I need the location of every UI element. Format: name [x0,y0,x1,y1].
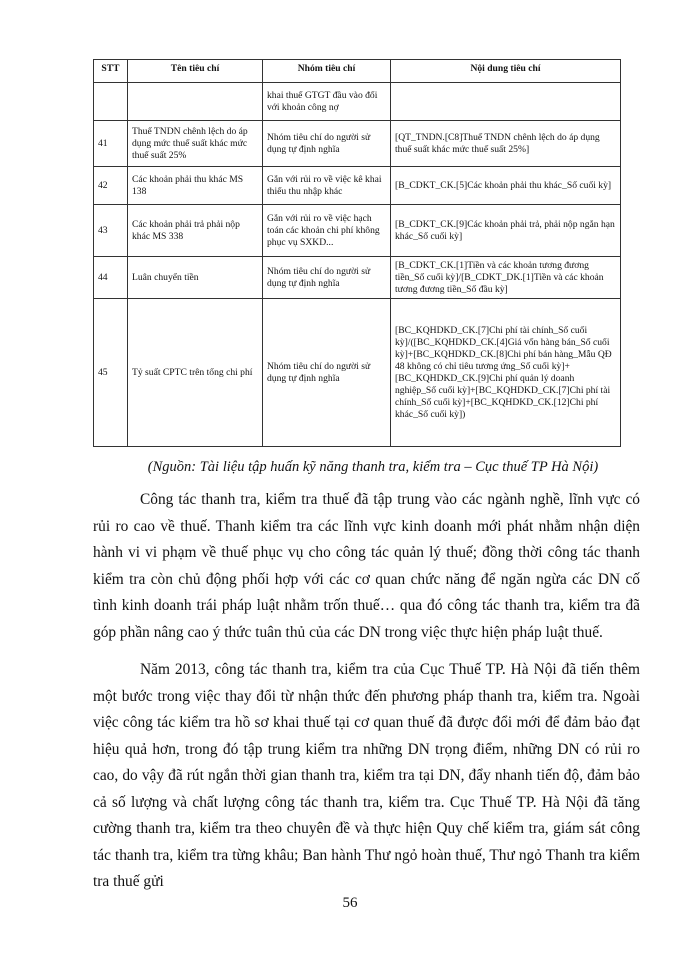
row-group: Gắn với rủi ro về việc hạch toán các khoản chi phí không phục vụ SXKD... [263,205,391,257]
row-name: Thuế TNDN chênh lệch do áp dụng mức thuế suất khác mức thuế suất 25% [128,121,263,167]
page-number: 56 [342,895,358,911]
criteria-table [93,59,621,447]
table-row [94,121,621,167]
row-name: Luân chuyển tiền [128,257,263,299]
row-content: [B_CDKT_CK.[5]Các khoản phải thu khác_Số cuối kỳ] [391,167,621,205]
row-content: [B_CDKT_CK.[1]Tiền và các khoản tương đương tiền_Số cuối kỳ]/[B_CDKT_DK.[1]Tiền và các khoản tương đương tiền_Số đầu kỳ] [391,257,621,299]
row-group: Nhóm tiêu chí do người sử dụng tự định nghĩa [263,121,391,167]
row-content: [BC_KQHDKD_CK.[7]Chi phí tài chính_Số cuối kỳ]/([BC_KQHDKD_CK.[4]Giá vốn hàng bán_Số cuối kỳ]+[BC_KQHDKD_CK.[8]Chi phí bán hàng_Mẫu QĐ 48 không có chỉ tiêu tương ứng_Số cuối kỳ]+[BC_KQHDKD_CK.[9]Chi phí quản lý doanh nghiệp_Số cuối kỳ]+[BC_KQHDKD_CK.[7]Chi phí tài chính_Số cuối kỳ]+[BC_KQHDKD_CK.[12]Chi phí khác_Số cuối kỳ]) [391,299,621,447]
header-stt: STT [94,60,128,83]
row-name: Các khoản phải thu khác MS 138 [128,167,263,205]
table-row [94,257,621,299]
source-note: (Nguồn: Tài liệu tập huấn kỹ năng thanh tra, kiểm tra – Cục thuế TP Hà Nội) [147,459,599,475]
row-stt: 41 [94,121,128,167]
row-content: [QT_TNDN.[C8]Thuế TNDN chênh lệch do áp dụng thuế suất khác mức thuế suất 25%] [391,121,621,167]
table-header-row [94,60,621,83]
row-name: Tỷ suất CPTC trên tổng chi phí [128,299,263,447]
row-group: Gắn với rủi ro về việc kê khai thiếu thu nhập khác [263,167,391,205]
table-row [94,83,621,121]
row-name [128,83,263,121]
row-stt [94,83,128,121]
header-group: Nhóm tiêu chí [263,60,391,83]
row-stt: 44 [94,257,128,299]
row-stt: 43 [94,205,128,257]
header-name: Tên tiêu chí [128,60,263,83]
row-stt: 42 [94,167,128,205]
body-paragraph: Công tác thanh tra, kiểm tra thuế đã tập trung vào các ngành nghề, lĩnh vực có rủi ro cao về thuế. Thanh kiểm tra các lĩnh vực kinh doanh mới phát nhằm nhận diện hành vi vi phạm về thuế phục vụ cho công tác quản lý thuế; đồng thời công tác thanh kiểm tra còn chủ động phối hợp với các cơ quan chức năng để ngăn ngừa các DN cố tình kinh doanh trái pháp luật nhằm trốn thuế… qua đó công tác thanh tra, kiểm tra đã góp phần nâng cao ý thức tuân thủ của các DN trong việc thực hiện pháp luật thuế. [93,491,640,641]
row-group: Nhóm tiêu chí do người sử dụng tự định nghĩa [263,257,391,299]
row-content: [B_CDKT_CK.[9]Các khoản phải trả, phải nộp ngắn hạn khác_Số cuối kỳ] [391,205,621,257]
row-name: Các khoản phải trả phải nộp khác MS 338 [128,205,263,257]
table-row [94,205,621,257]
table-row [94,299,621,447]
row-content [391,83,621,121]
table-row [94,167,621,205]
row-group: khai thuế GTGT đầu vào đối với khoản công nợ [263,83,391,121]
header-content: Nội dung tiêu chí [391,60,621,83]
body-paragraph: Năm 2013, công tác thanh tra, kiểm tra của Cục Thuế TP. Hà Nội đã tiến thêm một bước trong việc thay đổi từ nhận thức đến phương pháp thanh tra, kiểm tra. Ngoài việc công tác kiểm tra hồ sơ khai thuế tại cơ quan thuế đã được đổi mới để đảm bảo đạt hiệu quả hơn, trong đó tập trung kiểm tra những DN trọng điểm, những DN có rủi ro cao, do vậy đã rút ngắn thời gian thanh tra, kiểm tra tại DN, đẩy nhanh tiến độ, đảm bảo cả số lượng và chất lượng công tác thanh tra, kiểm tra. Cục Thuế TP. Hà Nội đã tăng cường thanh tra, kiểm tra theo chuyên đề và thực hiện Quy chế kiểm tra, giám sát công tác thanh tra, kiểm tra từng khâu; Ban hành Thư ngỏ hoàn thuế, Thư ngỏ Thanh tra kiểm tra thuế gửi [93,661,640,890]
row-group: Nhóm tiêu chí do người sử dụng tự định nghĩa [263,299,391,447]
row-stt: 45 [94,299,128,447]
